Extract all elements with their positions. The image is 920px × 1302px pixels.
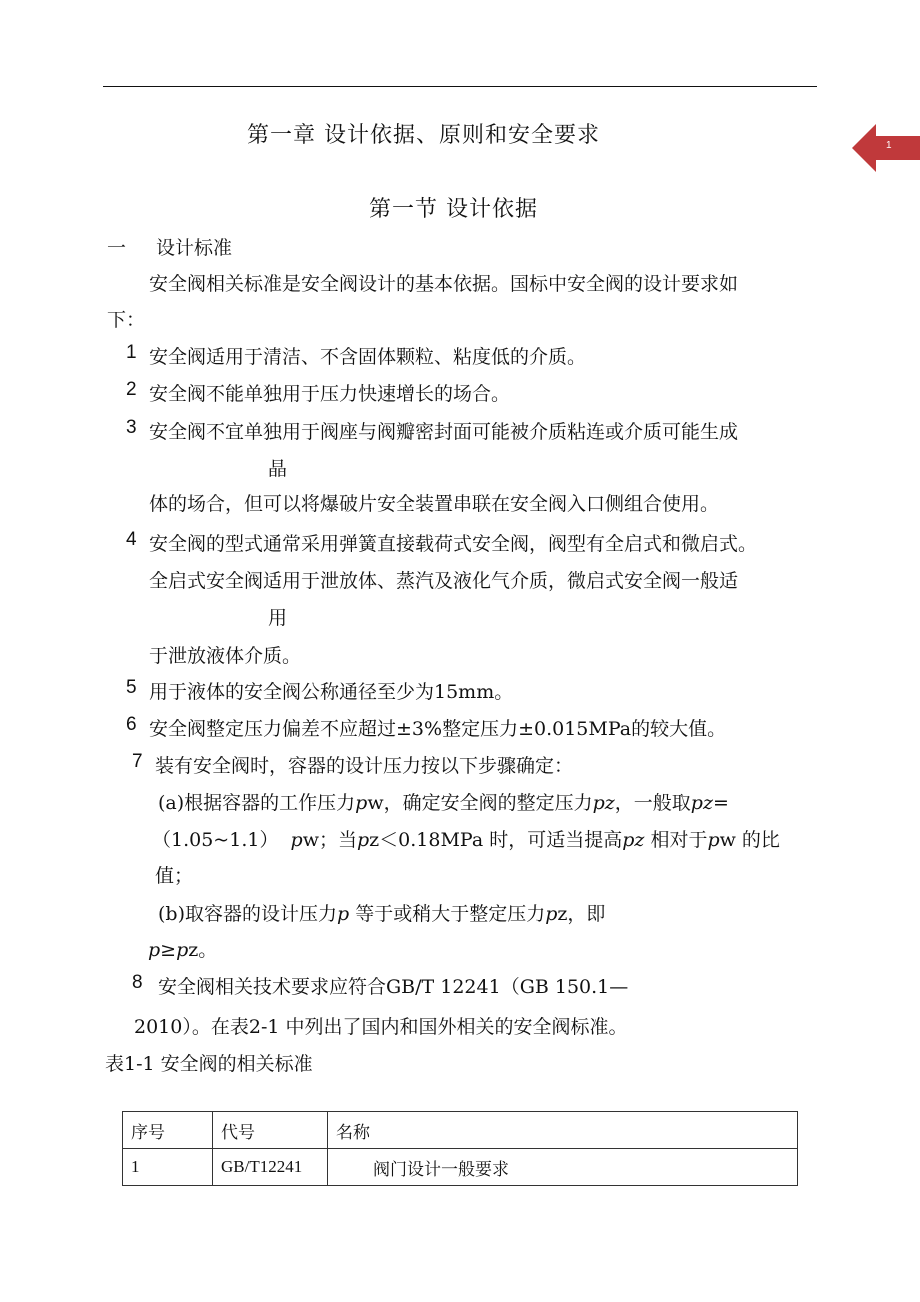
table-row [123, 1149, 798, 1186]
table-header-row [123, 1112, 798, 1149]
item-3-number: 3 [126, 417, 137, 438]
item-6-number: 6 [126, 714, 137, 735]
item-1-text: 安全阀适用于清洁、不含固体颗粒、粘度低的介质。 [149, 346, 587, 368]
intro-line-1: 安全阀相关标准是安全阀设计的基本依据。国标中安全阀的设计要求如 [149, 273, 739, 295]
header-rule [103, 86, 817, 87]
table-header-cell: 名称 [328, 1112, 798, 1149]
sub-heading-number: 一 [107, 237, 127, 259]
item-4-continuation-1: 全启式安全阀适用于泄放体、蒸汽及液化气介质，微启式安全阀一般适 [149, 570, 739, 592]
item-8-continuation: 2010）。在表2-1 中列出了国内和国外相关的安全阀标准。 [134, 1016, 628, 1038]
item-4-continuation-2: 于泄放液体介质。 [149, 645, 302, 667]
item-4-number: 4 [126, 529, 137, 550]
item-3-text: 安全阀不宜单独用于阀座与阀瓣密封面可能被介质粘连或介质可能生成 [149, 421, 739, 443]
sub-heading-text: 设计标准 [156, 237, 233, 259]
table-caption: 表1-1 安全阀的相关标准 [105, 1053, 313, 1075]
item-3-wrap: 晶 [268, 458, 288, 480]
table-header-cell: 序号 [123, 1112, 213, 1149]
intro-line-2: 下： [107, 309, 146, 331]
item-8-number: 8 [132, 972, 143, 993]
section-title: 第一节 设计依据 [369, 197, 538, 222]
item-3-continuation: 体的场合，但可以将爆破片安全装置串联在安全阀入口侧组合使用。 [149, 493, 720, 515]
page-marker-number: 1 [886, 140, 892, 151]
item-7b-line-1: (b)取容器的设计压力p 等于或稍大于整定压力pz，即 [158, 903, 606, 925]
table-cell: 阀门设计一般要求 [328, 1149, 798, 1186]
item-4-text: 安全阀的型式通常采用弹簧直接载荷式安全阀，阀型有全启式和微启式。 [149, 533, 758, 555]
item-4-wrap: 用 [268, 607, 288, 629]
item-7-text: 装有安全阀时，容器的设计压力按以下步骤确定： [155, 755, 574, 777]
item-5-text: 用于液体的安全阀公称通径至少为15mm。 [149, 681, 514, 703]
item-8-text: 安全阀相关技术要求应符合GB/T 12241（GB 150.1— [158, 976, 629, 998]
item-5-number: 5 [126, 677, 137, 698]
standards-table [122, 1111, 798, 1186]
table-cell: 1 [123, 1149, 213, 1186]
item-7a-line-1: (a)根据容器的工作压力pw，确定安全阀的整定压力pz，一般取pz= [158, 792, 729, 814]
chapter-title: 第一章 设计依据、原则和安全要求 [247, 123, 600, 148]
item-7b-line-2: p≥pz。 [148, 939, 218, 961]
item-1-number: 1 [126, 342, 137, 363]
item-2-number: 2 [126, 379, 137, 400]
table-cell: GB/T12241 [213, 1149, 328, 1186]
table-header-cell: 代号 [213, 1112, 328, 1149]
item-7-number: 7 [132, 751, 143, 772]
item-7a-line-3: 值； [155, 865, 194, 887]
item-6-text: 安全阀整定压力偏差不应超过±3%整定压力±0.015MPa的较大值。 [149, 718, 727, 740]
item-7a-line-2: （1.05~1.1） pw；当pz＜0.18MPa 时，可适当提高pz 相对于pw 的比 [152, 829, 780, 851]
item-2-text: 安全阀不能单独用于压力快速增长的场合。 [149, 383, 511, 405]
